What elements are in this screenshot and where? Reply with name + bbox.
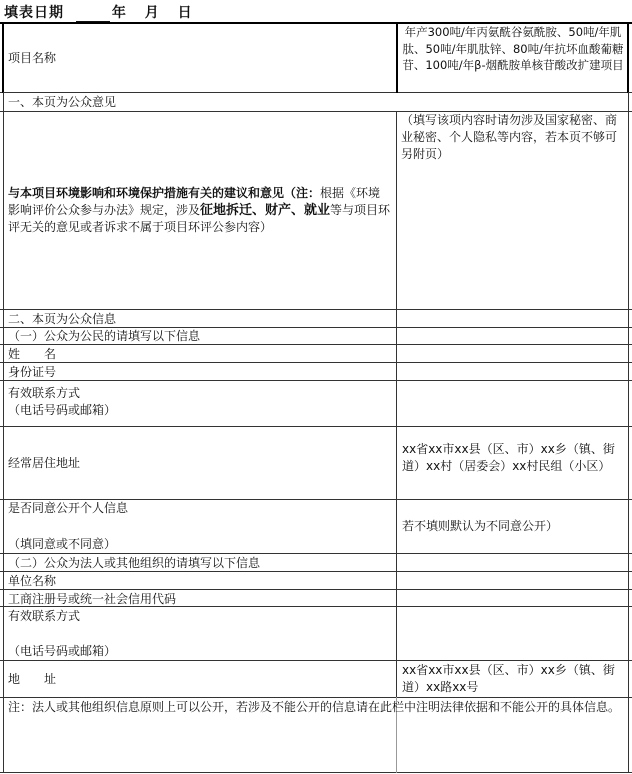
section1-title: 一、本页为公众意见 — [8, 95, 117, 109]
contact-field[interactable] — [398, 381, 628, 426]
citizen-section-title: （一）公众为公民的请填写以下信息 — [8, 329, 201, 343]
id-number-label: 身份证号 — [8, 365, 57, 379]
address-field[interactable]: xx省xx市xx县（区、市）xx乡（镇、街道）xx村（居委会）xx村民组（小区） — [402, 442, 615, 473]
org-contact-label: 有效联系方式 — [8, 609, 81, 623]
org-contact-field[interactable] — [398, 607, 628, 660]
project-name-value[interactable]: 年产300吨/年丙氨酰谷氨酰胺、50吨/年肌肽、50吨/年肌肽锌、80吨/年抗坏血酸葡糖苷、100吨/年β-烟酰胺单核苷酸改扩建项目 — [402, 25, 624, 72]
contact-hint: （电话号码或邮箱） — [8, 403, 117, 417]
rule — [0, 772, 632, 773]
day-label: 日 — [177, 5, 193, 21]
month-label: 月 — [144, 5, 160, 21]
fill-date-label: 填表日期 — [4, 5, 64, 21]
org-name-field[interactable] — [398, 572, 628, 589]
org-address-label: 地 址 — [8, 672, 57, 686]
org-address-field[interactable]: xx省xx市xx县（区、市）xx乡（镇、街道）xx路xx号 — [402, 663, 615, 694]
org-section-title: （二）公众为法人或其他组织的请填写以下信息 — [8, 556, 261, 570]
address-label: 经常居住地址 — [8, 456, 81, 470]
org-code-label: 工商注册号或统一社会信用代码 — [8, 592, 177, 606]
opinion-prompt-bold1: 与本项目环境影响和环境保护措施有关的建议和意见（注： — [8, 186, 321, 200]
rule — [396, 111, 397, 697]
opinion-prompt-text1: 根据《环境影响评价公众参与办法》规定，涉及 — [8, 186, 381, 217]
disclose-field[interactable]: 若不填则默认为不同意公开） — [402, 519, 559, 533]
opinion-prompt — [4, 112, 396, 309]
opinion-prompt-text2: 等与项目环评无关的意见或者诉求不属于项目环评公参内容） — [8, 203, 391, 234]
year-label: 年 — [111, 5, 127, 21]
contact-label: 有效联系方式 — [8, 386, 81, 400]
opinion-prompt-bold2: 征地拆迁、财产、就业 — [200, 203, 331, 218]
contact-label-cell — [4, 384, 396, 424]
section2-title: 二、本页为公众信息 — [8, 312, 117, 326]
rule — [628, 92, 629, 773]
footnote: 注：法人或其他组织信息原则上可以公开，若涉及不能公开的信息请在此栏中注明法律依据和不能公开的具体信息。 — [8, 700, 621, 714]
org-code-field[interactable] — [398, 590, 628, 606]
name-field[interactable] — [398, 345, 628, 362]
name-label: 姓 名 — [8, 347, 57, 361]
disclose-label: 是否同意公开个人信息 — [8, 501, 129, 515]
project-name-label: 项目名称 — [8, 51, 57, 65]
year-blank[interactable] — [76, 7, 110, 22]
id-number-field[interactable] — [398, 363, 628, 380]
fill-date-header — [4, 2, 193, 22]
org-contact-hint: （电话号码或邮箱） — [8, 644, 117, 658]
opinion-input[interactable]: （填写该项内容时请勿涉及国家秘密、商业秘密、个人隐私等内容，若本页不够可另附页） — [401, 113, 618, 161]
org-name-label: 单位名称 — [8, 574, 57, 588]
disclose-hint: （填同意或不同意） — [8, 537, 117, 551]
